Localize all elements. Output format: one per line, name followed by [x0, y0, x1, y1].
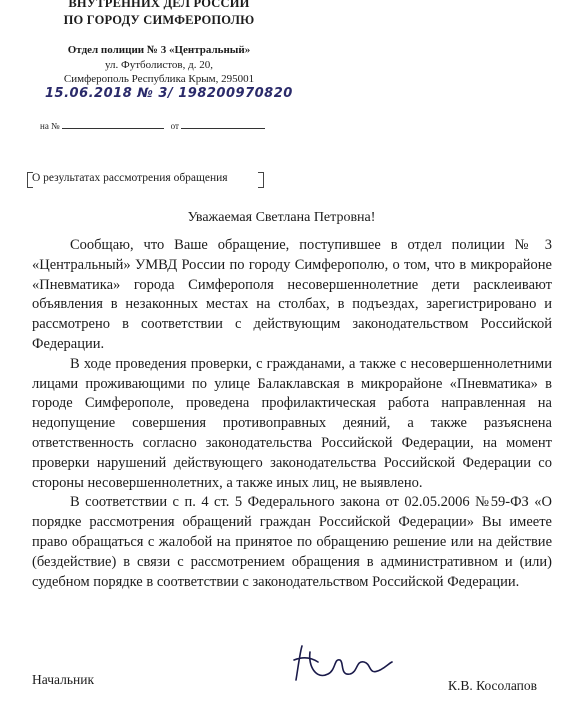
- subject-bracket-right: [258, 172, 264, 188]
- subject-line: О результатах рассмотрения обращения: [32, 172, 228, 184]
- department-street: ул. Футболистов, д. 20,: [105, 59, 213, 71]
- header-line-1: ВНУТРЕННИХ ДЕЛ РОССИИ: [68, 0, 250, 10]
- header-line-2: ПО ГОРОДУ СИМФЕРОПОЛЮ: [63, 13, 255, 27]
- ref-date-blank: [181, 119, 265, 129]
- signatory-name: К.В. Косолапов: [448, 678, 538, 693]
- signatory-title: Начальник: [32, 672, 95, 687]
- reference-line: [40, 119, 265, 131]
- department-name: Отдел полиции № 3 «Центральный»: [67, 44, 251, 56]
- handwritten-signature: [288, 640, 398, 688]
- department-city: Симферополь Республика Крым, 295001: [63, 73, 255, 85]
- handwritten-reference: 15.06.2018 № 3/ 198200970820: [45, 86, 293, 101]
- paragraph-2: В ходе проведения проверки, с гражданами, а также с несовершеннолетними лицами проживающими по улице Балаклавская в микрорайоне «Пневматика» в городе Симферополе, проведена профилактическая работа направленная на недопущение совершения противоправных деяний, а также разъяснена ответственность согласно законодательства Российской Федерации, на момент проверки нарушений действующего законодательства Российской Федерации со стороны несовершеннолетних, а также иных лиц, не выявлено.: [32, 355, 552, 491]
- ref-number-blank: [62, 119, 164, 129]
- letter-body: [32, 236, 552, 592]
- ref-number-label: на №: [40, 121, 60, 131]
- paragraph-1: Сообщаю, что Ваше обращение, поступившее в отдел полиции № 3 «Центральный» УМВД России по городу Симферополю, о том, что в микрорайоне «Пневматика» города Симферополя несовершеннолетние дети расклеивают объявления в незаконных местах на столбах, в подъездах, зарегистрировано и рассмотрено в соответствии с действующим законодательством Российской Федерации.: [32, 237, 552, 352]
- paragraph-3: В соответствии с п. 4 ст. 5 Федерального закона от 02.05.2006 №59-ФЗ «О порядке рассмотрения обращений граждан Российской Федерации» Вы имеете право обращаться с жалобой на принятое по обращению решение или на действие (бездействие) в связи с рассмотрением обращения в административном и (или) судебном порядке в соответствии с законодательством Российской Федерации.: [32, 494, 552, 590]
- greeting: Уважаемая Светлана Петровна!: [187, 210, 376, 225]
- ref-date-label: от: [170, 121, 179, 131]
